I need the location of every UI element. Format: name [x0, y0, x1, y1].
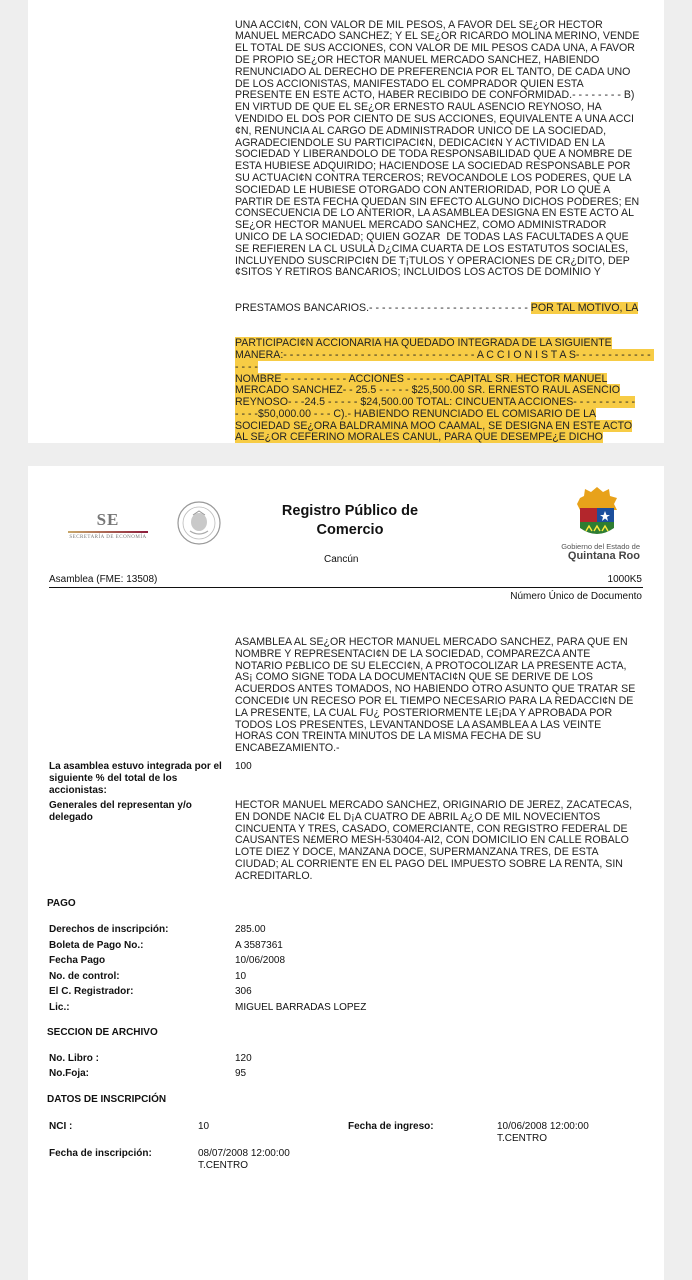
- text-line: SU ACTUACI¢N CONTRA TERCEROS; REVOCANDOLE LOS PODERES, QUE LA: [235, 171, 632, 184]
- se-logo-line: [68, 531, 148, 533]
- archivo-section-title: SECCION DE ARCHIVO: [47, 1027, 158, 1038]
- text-line: NOMBRE - - - - - - - - - - ACCIONES - - - - - - -CAPITAL SR. HECTOR MANUEL: [235, 372, 608, 385]
- fecha-inscripcion-label: Fecha de inscripción:: [49, 1148, 152, 1159]
- text-line: SOCIEDAD Y LIBERANDOLO DE TODA RESPONSABILIDAD QUE A NOMBRE DE: [235, 148, 633, 161]
- text-line: SE REFIEREN LA CL USULA D¿CIMA CUARTA DE LOS ESTATUTOS SOCIALES,: [235, 242, 629, 255]
- text-line: HORAS CON TREINTA MINUTOS DE LA MISMA FECHA DE SU: [235, 730, 542, 743]
- text-line: ACREDITARLO.: [235, 869, 313, 882]
- text-line: EN VIRTUD DE QUE EL SE¿OR ERNESTO RAUL ASENCIO REYNOSO, HA: [235, 101, 602, 114]
- text-line: AL SE¿OR CEFERINO MORALES CANUL, PARA QUE DESEMPE¿E DICHO: [235, 431, 603, 444]
- text-line: CONSECUENCIA DE LO ANTERIOR, LA ASAMBLEA DESIGNA EN ESTE ACTO AL: [235, 207, 634, 220]
- text-line: CONCEDI¢ UN RECESO POR EL TIEMPO NECESARIO PARA LA REDACCI¢N DE: [235, 694, 634, 707]
- row-value: 10/06/2008: [235, 955, 286, 967]
- text-line: REYNOSO- - -24.5 - - - - - $24,500.00 TOTAL: CINCUENTA ACCIONES- - - - - - - - - -: [235, 396, 636, 409]
- page1-highlight-start: POR TAL MOTIVO, LA: [530, 301, 639, 314]
- page1-prestamos-text: PRESTAMOS BANCARIOS.- - - - - - - - - - - - - - - - - - - - - - - - -: [235, 301, 531, 314]
- text-line: EN DONDE NACI¢ EL D¡A CUATRO DE ABRIL A¿O DE MIL NOVECIENTOS: [235, 810, 601, 823]
- document-code: 1000K5: [607, 574, 642, 585]
- text-line: VENDIDO EL DOS POR CIENTO DE SUS ACCIONES, EQUIVALENTE A UNA ACCI: [235, 112, 634, 125]
- integrada-label: La asamblea estuvo integrada por el siguiente % del total de los accionistas:: [49, 761, 222, 796]
- se-logo-subtitle: SECRETARÍA DE ECONOMÍA: [69, 535, 147, 540]
- line: [235, 350, 655, 374]
- mexico-seal-icon: [176, 500, 222, 546]
- text-line: TODOS LOS PRESENTES, LEVANTANDOSE LA ASAMBLEA A LAS VEINTE: [235, 718, 602, 731]
- page1-plain-lines: [235, 20, 655, 280]
- text-line: LA PRESENTE, LA CUAL FU¿ POSTERIORMENTE LE¡DA Y APROBADA POR: [235, 706, 613, 719]
- page2-body-text: [235, 637, 645, 755]
- pago-section-title: PAGO: [47, 898, 76, 909]
- text-line: ¢SITOS Y RETIROS BANCARIOS; INCLUIDOS LOS ACTOS DE DOMINIO Y: [235, 266, 601, 279]
- registry-title: [260, 502, 440, 540]
- row-label: No. de control:: [49, 970, 120, 982]
- line: [235, 432, 655, 444]
- row-label: No.Foja:: [49, 1067, 89, 1079]
- text-line: SOCIEDAD SE¿ORA BALDRAMINA MOO CAAMAL, SE DESIGNA EN ESTE ACTO: [235, 419, 633, 432]
- text-line: SE¿OR HECTOR MANUEL MERCADO SANCHEZ, COMO ADMINISTRADOR: [235, 219, 607, 232]
- nud-label: Número Único de Documento: [510, 591, 642, 602]
- quintana-roo-shield-icon: [576, 486, 618, 538]
- row-label: No. Libro :: [49, 1053, 99, 1064]
- row-value: 10: [235, 970, 247, 982]
- page1-highlight-lines: [235, 338, 655, 444]
- row-value: 120: [235, 1053, 252, 1064]
- row-value: A 3587361: [235, 939, 283, 951]
- se-logo-text: SE: [96, 510, 120, 529]
- text-line: AS¡ COMO SIGNE TODA LA DOCUMENTACI¢N QUE SE DERIVE DE LOS: [235, 671, 593, 684]
- generales-text: [235, 800, 645, 883]
- text-line: MANERA:- - - - - - - - - - - - - - - - - - - - - - - - - - - - - - A C C I O N I S T A S- - - - - - - - - - - - - - - -: [235, 348, 654, 373]
- registry-title-line2: Comercio: [316, 522, 384, 538]
- text-line: NOTARIO P£BLICO DE SU ELECCI¢N, A PROTOCOLIZAR LA PRESENTE ACTA,: [235, 659, 627, 672]
- text-line: AGRADECIENDOLE SU PARTICIPACI¢N, DEDICACI¢N Y ACTIVIDAD EN LA: [235, 136, 605, 149]
- text-line: DE LOS ACCIONISTAS, MANIFESTADO EL COMPRADOR QUIEN ESTA: [235, 77, 584, 90]
- text-line: CINCUENTA Y TRES, CASADO, COMERCIANTE, CON REGISTRO FEDERAL DE: [235, 822, 628, 835]
- row-label: Boleta de Pago No.:: [49, 939, 144, 951]
- nci-value: 10: [198, 1121, 210, 1132]
- row-label: Lic.:: [49, 1002, 70, 1013]
- fecha-ingreso-label: Fecha de ingreso:: [348, 1121, 434, 1132]
- text-line: SOCIEDAD LE HUBIESE OTORGADO CON ANTERIORIDAD, POR LO QUE A: [235, 183, 611, 196]
- row-value: 306: [235, 986, 252, 998]
- text-line: ACUERDOS ANTES TOMADOS, NO HABIENDO OTRO ASUNTO QUE TRATAR SE: [235, 683, 636, 696]
- text-line: ESTA HUBIESE ADQUIRIDO; HACIENDOSE LA SOCIEDAD RESPONSABLE POR: [235, 160, 631, 173]
- header-rule: [49, 587, 643, 588]
- registry-city: Cancún: [324, 554, 359, 565]
- row-value: 285.00: [235, 924, 266, 935]
- row-value: MIGUEL BARRADAS LOPEZ: [235, 1002, 367, 1013]
- page1-body: [235, 0, 655, 503]
- nci-label: NCI :: [49, 1121, 73, 1132]
- gobierno-name: Quintana Roo: [567, 550, 640, 562]
- text-line: UNICO DE LA SOCIEDAD; QUIEN GOZAR DE TODAS LAS FACULTADES A QUE: [235, 230, 629, 243]
- text-line: INCLUYENDO SUSCRIPCI¢N DE T¡TULOS Y OPERACIONES DE CR¿DITO, DEP: [235, 254, 630, 267]
- page1-line-prestamos: [235, 303, 655, 315]
- row-label: El C. Registrador:: [49, 986, 134, 998]
- line: [235, 267, 655, 279]
- text-line: ¢N, RENUNCIA AL CARGO DE ADMINISTRADOR UNICO DE LA SOCIEDAD,: [235, 124, 607, 137]
- text-line: LOTE DIEZ Y DOCE, MANZANA DOCE, SUPERMANZANA TRES, DE ESTA: [235, 846, 599, 859]
- text-line: ENCABEZAMIENTO.-: [235, 742, 340, 755]
- text-line: ASAMBLEA AL SE¿OR HECTOR MANUEL MERCADO SANCHEZ, PARA QUE EN: [235, 636, 628, 648]
- line: [235, 871, 645, 883]
- text-line: EL TOTAL DE SUS ACCIONES, CON VALOR DE MIL PESOS CADA UNA, A FAVOR: [235, 42, 635, 55]
- text-line: DE PROPIO SE¿OR HECTOR MANUEL MERCADO SANCHEZ, HABIENDO: [235, 53, 600, 66]
- asamblea-id: Asamblea (FME: 13508): [49, 574, 158, 585]
- quintana-roo-logo: [548, 486, 648, 566]
- row-label: Fecha Pago: [49, 955, 106, 967]
- text-line: HECTOR MANUEL MERCADO SANCHEZ, ORIGINARIO DE JEREZ, ZACATECAS,: [235, 799, 633, 811]
- document-page-1: [28, 0, 664, 443]
- text-line: CIUDAD; AL CORRIENTE EN EL PAGO DEL IMPUESTO SOBRE LA RENTA, SIN: [235, 857, 623, 870]
- se-logo: [68, 510, 148, 540]
- text-line: UNA ACCI¢N, CON VALOR DE MIL PESOS, A FAVOR DEL SE¿OR HECTOR: [235, 18, 603, 31]
- registry-title-line1: Registro Público de: [281, 503, 419, 519]
- text-line: MERCADO SANCHEZ- - 25.5 - - - - - $25,500.00 SR. ERNESTO RAUL ASENCIO: [235, 384, 621, 397]
- generales-label: Generales del representan y/o delegado: [49, 800, 192, 823]
- text-line: PRESENTE EN ESTE ACTO, HABER RECIBIDO DE CONFORMIDAD.- - - - - - - - B): [235, 89, 635, 102]
- text-line: - - - -$50,000.00 - - - C).- HABIENDO RENUNCIADO EL COMISARIO DE LA: [235, 407, 597, 420]
- row-label: Derechos de inscripción:: [49, 924, 169, 935]
- text-line: CAUSANTES N£MERO MESH-530404-AI2, CON DOMICILIO EN CALLE ROBALO: [235, 834, 629, 847]
- fecha-ingreso-value: 10/06/2008 12:00:00: [497, 1121, 589, 1132]
- integrada-value: 100: [235, 761, 252, 772]
- text-line: MANUEL MERCADO SANCHEZ; Y EL SE¿OR RICARDO MOLINA MERINO, VENDE: [235, 30, 640, 43]
- text-line: PARTICIPACI¢N ACCIONARIA HA QUEDADO INTEGRADA DE LA SIGUIENTE: [235, 337, 612, 350]
- row-value: 95: [235, 1067, 247, 1079]
- line: [235, 409, 655, 421]
- document-page-2: [28, 466, 664, 1280]
- line: [235, 743, 645, 755]
- fecha-inscripcion-value: 08/07/2008 12:00:00: [198, 1148, 290, 1159]
- text-line: NOMBRE Y REPRESENTACI¢N DE LA SOCIEDAD, COMPAREZCA ANTE: [235, 647, 591, 660]
- text-line: PARTIR DE ESTA FECHA QUEDAN SIN EFECTO ALGUNO DICHOS PODERES; EN: [235, 195, 640, 208]
- gobierno-label: Gobierno del Estado de: [561, 542, 640, 551]
- fecha-inscripcion-zone: T.CENTRO: [198, 1160, 248, 1171]
- fecha-ingreso-zone: T.CENTRO: [497, 1133, 547, 1144]
- inscripcion-section-title: DATOS DE INSCRIPCIÓN: [47, 1094, 167, 1105]
- text-line: RENUNCIADO AL DERECHO DE PREFERENCIA POR EL TANTO, DE CADA UNO: [235, 65, 631, 78]
